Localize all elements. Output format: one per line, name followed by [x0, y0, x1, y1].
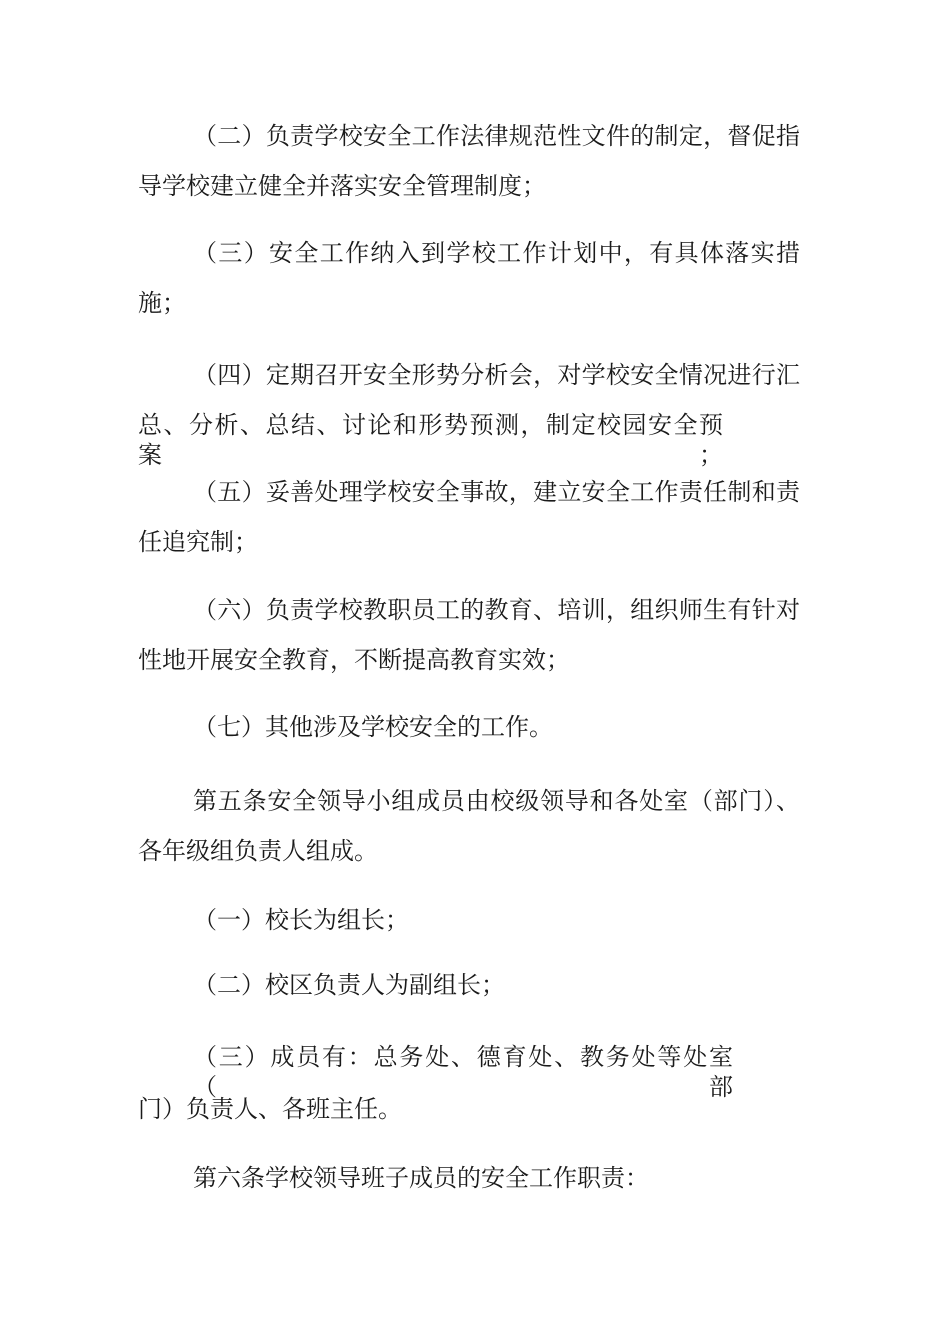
member-item-3-line-1: （三）成员有：总务处、德育处、教务处等处室（部 — [193, 1043, 733, 1101]
paragraph-2-line-2: 导学校建立健全并落实安全管理制度； — [138, 172, 546, 200]
article-5-line-1: 第五条安全领导小组成员由校级领导和各处室（部门）、 — [193, 787, 800, 815]
member-item-2: （二）校区负责人为副组长； — [193, 971, 505, 999]
paragraph-4-line-2: 总、分析、总结、讨论和形势预测，制定校园安全预案； — [138, 411, 723, 469]
member-item-3-line-2: 门）负责人、各班主任。 — [138, 1095, 402, 1123]
paragraph-6-line-2: 性地开展安全教育，不断提高教育实效； — [138, 646, 570, 674]
paragraph-6-line-1: （六）负责学校教职员工的教育、培训，组织师生有针对 — [193, 596, 800, 624]
paragraph-4-line-1: （四）定期召开安全形势分析会，对学校安全情况进行汇 — [193, 361, 800, 389]
article-5-line-2: 各年级组负责人组成。 — [138, 837, 378, 865]
paragraph-3-line-2: 施； — [138, 289, 186, 317]
article-6-heading: 第六条学校领导班子成员的安全工作职责： — [193, 1164, 649, 1192]
paragraph-5-line-1: （五）妥善处理学校安全事故，建立安全工作责任制和责 — [193, 478, 800, 506]
paragraph-7-line-1: （七）其他涉及学校安全的工作。 — [193, 713, 553, 741]
paragraph-5-line-2: 任追究制； — [138, 528, 258, 556]
paragraph-2-line-1: （二）负责学校安全工作法律规范性文件的制定，督促指 — [193, 122, 800, 150]
paragraph-3-line-1: （三）安全工作纳入到学校工作计划中，有具体落实措 — [193, 239, 800, 267]
member-item-1: （一）校长为组长； — [193, 906, 409, 934]
